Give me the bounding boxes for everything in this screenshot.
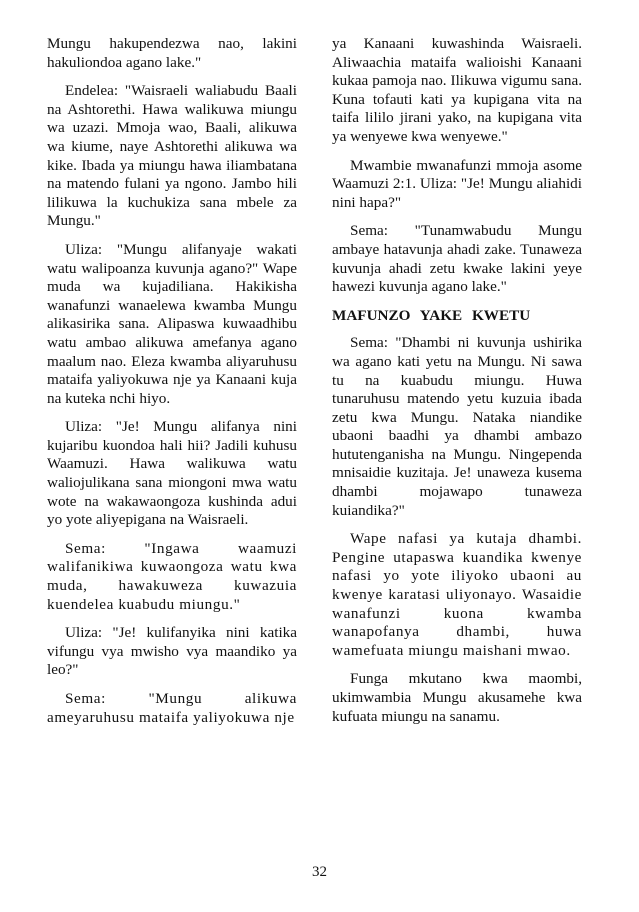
paragraph: Sema: "Ingawa waamuzi walifanikiwa kuwaongoza watu kwa muda, hawakuweza kuwazuia kuendelea kuabudu miungu." [47,539,297,613]
right-column [332,35,582,736]
paragraph: Uliza: "Je! Mungu alifanya nini kujaribu kuondoa hali hii? Jadili kuhusu Waamuzi. Hawa walikuwa watu waliojulikana sana miongoni mwa watu wote na wakawaongoza kushinda adui yo yote aliyepigana na Waisraeli. [47,418,297,529]
paragraph: Sema: "Tunamwabudu Mungu ambaye hatavunja ahadi zake. Tunaweza kuvunja ahadi zetu kwake lakini yeye hawezi kuvunja agano lake." [332,222,582,296]
paragraph: Uliza: "Je! kulifanyika nini katika vifungu vya mwisho vya maandiko ya leo?" [47,624,297,679]
paragraph: Sema: "Dhambi ni kuvunja ushirika wa agano kati yetu na Mungu. Ni sawa tu na kuabudu miungu. Huwa tunaruhusu matendo yetu kuzuia ibada zetu kwa Mungu. Nataka niandike ubaoni baadhi ya dhambi ambazo hututenganisha na Mungu. Ningependa mnisaidie kuzitaja. Je! unaweza kusema dhambi mojawapo tunaweza kuiandika?" [332,334,582,519]
paragraph: ya Kanaani kuwashinda Waisraeli. Aliwaachia mataifa walioishi Kanaani kukaa pamoja nao. Ilikuwa vigumu sana. Kuna tofauti kati ya kupigana vita na taifa lililo jirani yako, na kupigana vita ya wenyewe kwa wenyewe." [332,35,582,145]
paragraph: Mwambie mwanafunzi mmoja asome Waamuzi 2:1. Uliza: "Je! Mungu aliahidi nini hapa?" [332,156,582,211]
left-column [47,35,297,737]
paragraph: Endelea: "Waisraeli waliabudu Baali na Ashtorethi. Hawa walikuwa miungu wa uzazi. Mmoja wao, Baali, alikuwa wa kiume, naye Ashtorethi alikuwa wa kike. Ibada ya miungu hawa iliambatana na matendo fulani ya ngono. Jambo hili lilikuwa la kuchukiza sana mbele za Mungu." [47,82,297,230]
paragraph: Uliza: "Mungu alifanyaje wakati watu walipoanza kuvunja agano?" Wape muda wa kujadiliana. Hakikisha wanafunzi wanaelewa kwamba Mungu alikasirika sana. Alipaswa kuwaadhibu watu ambao alikuwa amefanya agano maalum nao. Eleza kwamba aliyaruhusu mataifa yaliyokuwa nje ya Kanaani kuja na kuteka nchi hiyo. [47,240,297,407]
paragraph: Mungu hakupendezwa nao, lakini hakuliondoa agano lake." [47,35,297,71]
paragraph: Funga mkutano kwa maombi, ukimwambia Mungu akusamehe kwa kufuata miungu na sanamu. [332,670,582,725]
section-heading: MAFUNZO YAKE KWETU [332,306,531,324]
page-number: 32 [312,864,327,880]
paragraph: Sema: "Mungu alikuwa ameyaruhusu mataifa yaliyokuwa nje [47,690,297,726]
paragraph: Wape nafasi ya kutaja dhambi. Pengine utapaswa kuandika kwenye nafasi yo yote iliyoko ubaoni au kwenye karatasi uliyonayo. Wasaidie wanafunzi kuona kwamba wanapofanya dhambi, huwa wamefuata miungu maishani mwao. [332,530,582,659]
